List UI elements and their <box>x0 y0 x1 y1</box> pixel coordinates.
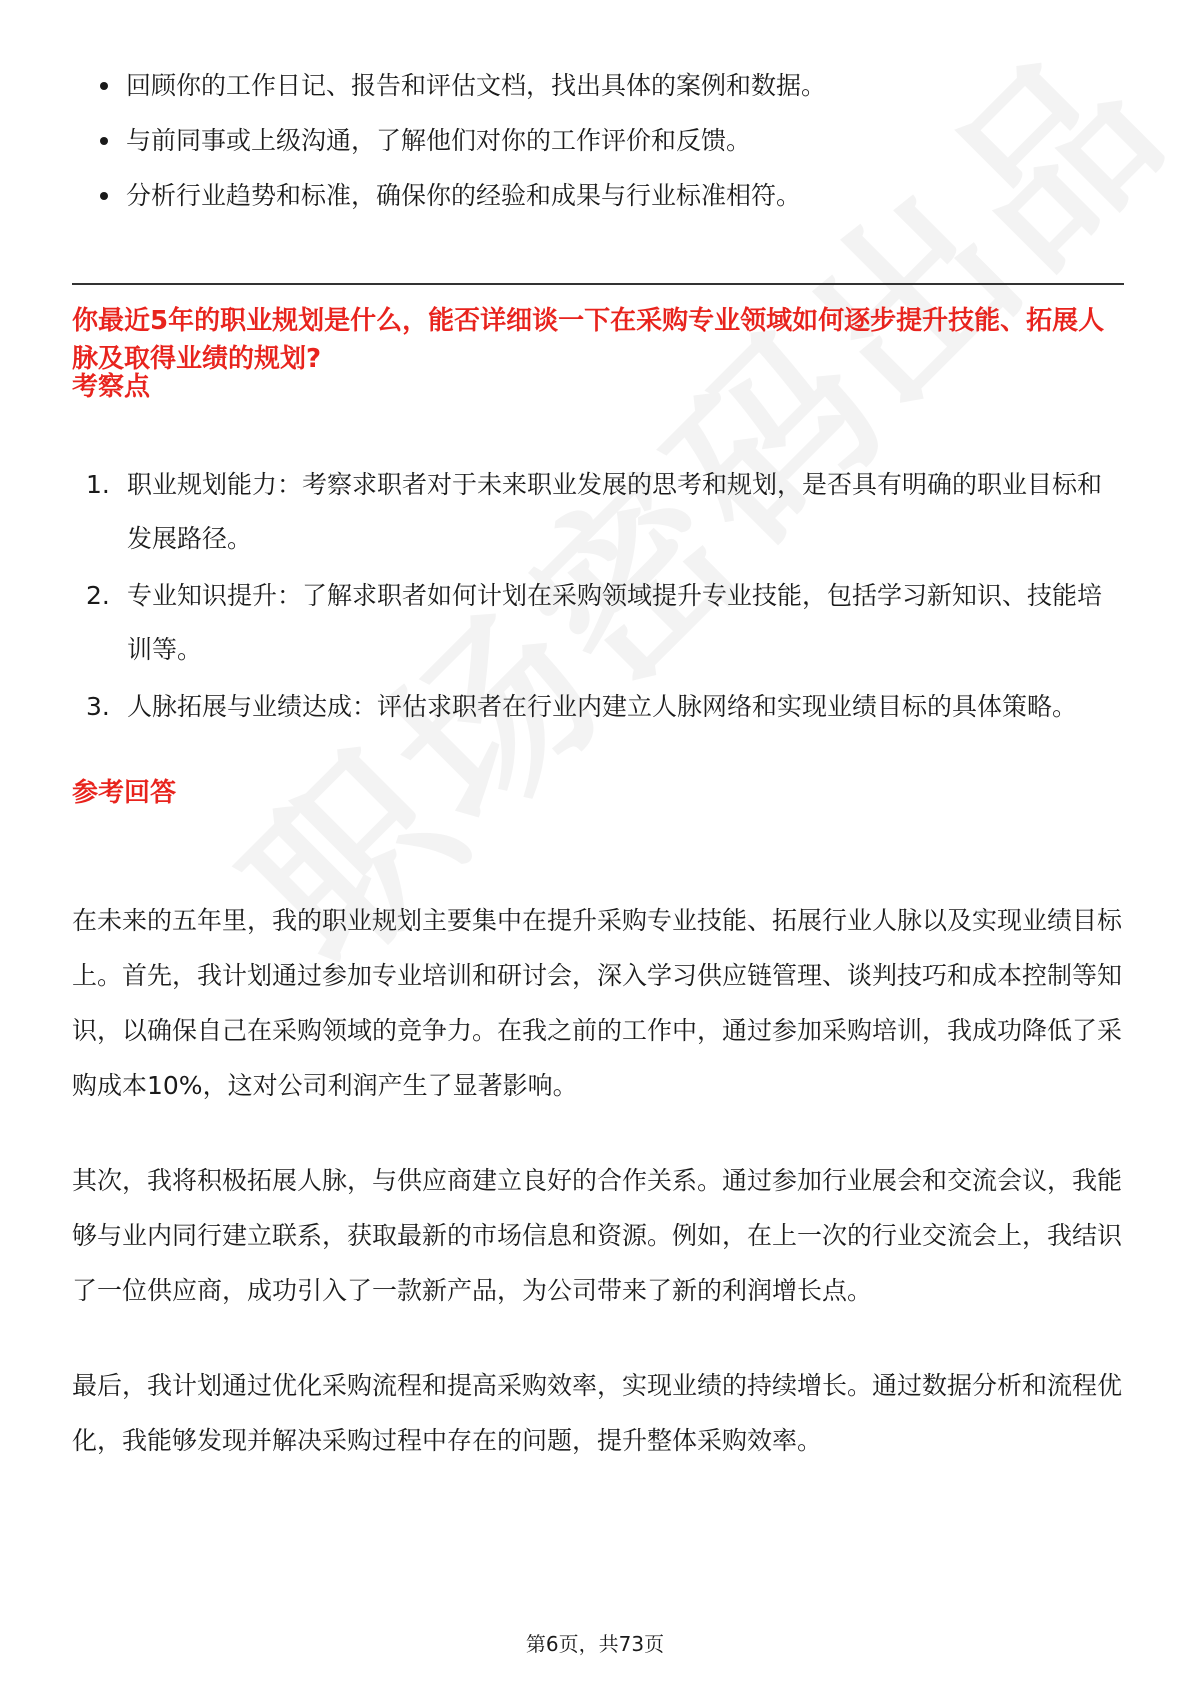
item-text: 职业规划能力：考察求职者对于未来职业发展的思考和规划，是否具有明确的职业目标和发展路径。 <box>127 470 1103 553</box>
bullet-dot-icon <box>100 192 108 200</box>
list-item <box>72 58 1122 113</box>
item-text: 人脉拓展与业绩达成：评估求职者在行业内建立人脉网络和实现业绩目标的具体策略。 <box>127 692 1078 721</box>
list-item <box>72 113 1122 168</box>
answer-title: 参考回答 <box>72 778 177 808</box>
answer-body <box>72 893 1124 1508</box>
item-number: 3. <box>86 692 110 721</box>
item-number: 1. <box>86 470 110 499</box>
list-item <box>72 458 1124 566</box>
section-divider <box>72 283 1124 285</box>
page-footer: 第6页，共73页 <box>525 1632 665 1656</box>
assessment-list <box>72 458 1124 737</box>
assessment-title: 考察点 <box>72 372 151 402</box>
bullet-dot-icon <box>100 137 108 145</box>
answer-paragraph: 在未来的五年里，我的职业规划主要集中在提升采购专业技能、拓展行业人脉以及实现业绩目标上。首先，我计划通过参加专业培训和研讨会，深入学习供应链管理、谈判技巧和成本控制等知识，以确保自己在采购领域的竞争力。在我之前的工作中，通过参加采购培训，我成功降低了采购成本10%，这对公司利润产生了显著影响。 <box>72 906 1123 1100</box>
list-item <box>72 680 1124 734</box>
bullet-dot-icon <box>100 82 108 90</box>
list-item <box>72 569 1124 677</box>
item-text: 专业知识提升：了解求职者如何计划在采购领域提升专业技能，包括学习新知识、技能培训等。 <box>127 581 1103 664</box>
bullet-list <box>72 58 1122 223</box>
list-item <box>72 168 1122 223</box>
bullet-text: 回顾你的工作日记、报告和评估文档，找出具体的案例和数据。 <box>126 71 827 100</box>
answer-paragraph: 最后，我计划通过优化采购流程和提高采购效率，实现业绩的持续增长。通过数据分析和流程优化，我能够发现并解决采购过程中存在的问题，提升整体采购效率。 <box>72 1371 1123 1455</box>
item-number: 2. <box>86 581 110 610</box>
answer-paragraph: 其次，我将积极拓展人脉，与供应商建立良好的合作关系。通过参加行业展会和交流会议，我能够与业内同行建立联系，获取最新的市场信息和资源。例如，在上一次的行业交流会上，我结识了一位供应商，成功引入了一款新产品，为公司带来了新的利润增长点。 <box>72 1166 1123 1305</box>
question-heading: 你最近5年的职业规划是什么，能否详细谈一下在采购专业领域如何逐步提升技能、拓展人脉及取得业绩的规划? <box>72 306 1105 374</box>
bullet-text: 与前同事或上级沟通，了解他们对你的工作评价和反馈。 <box>126 126 752 155</box>
bullet-text: 分析行业趋势和标准，确保你的经验和成果与行业标准相符。 <box>126 181 802 210</box>
